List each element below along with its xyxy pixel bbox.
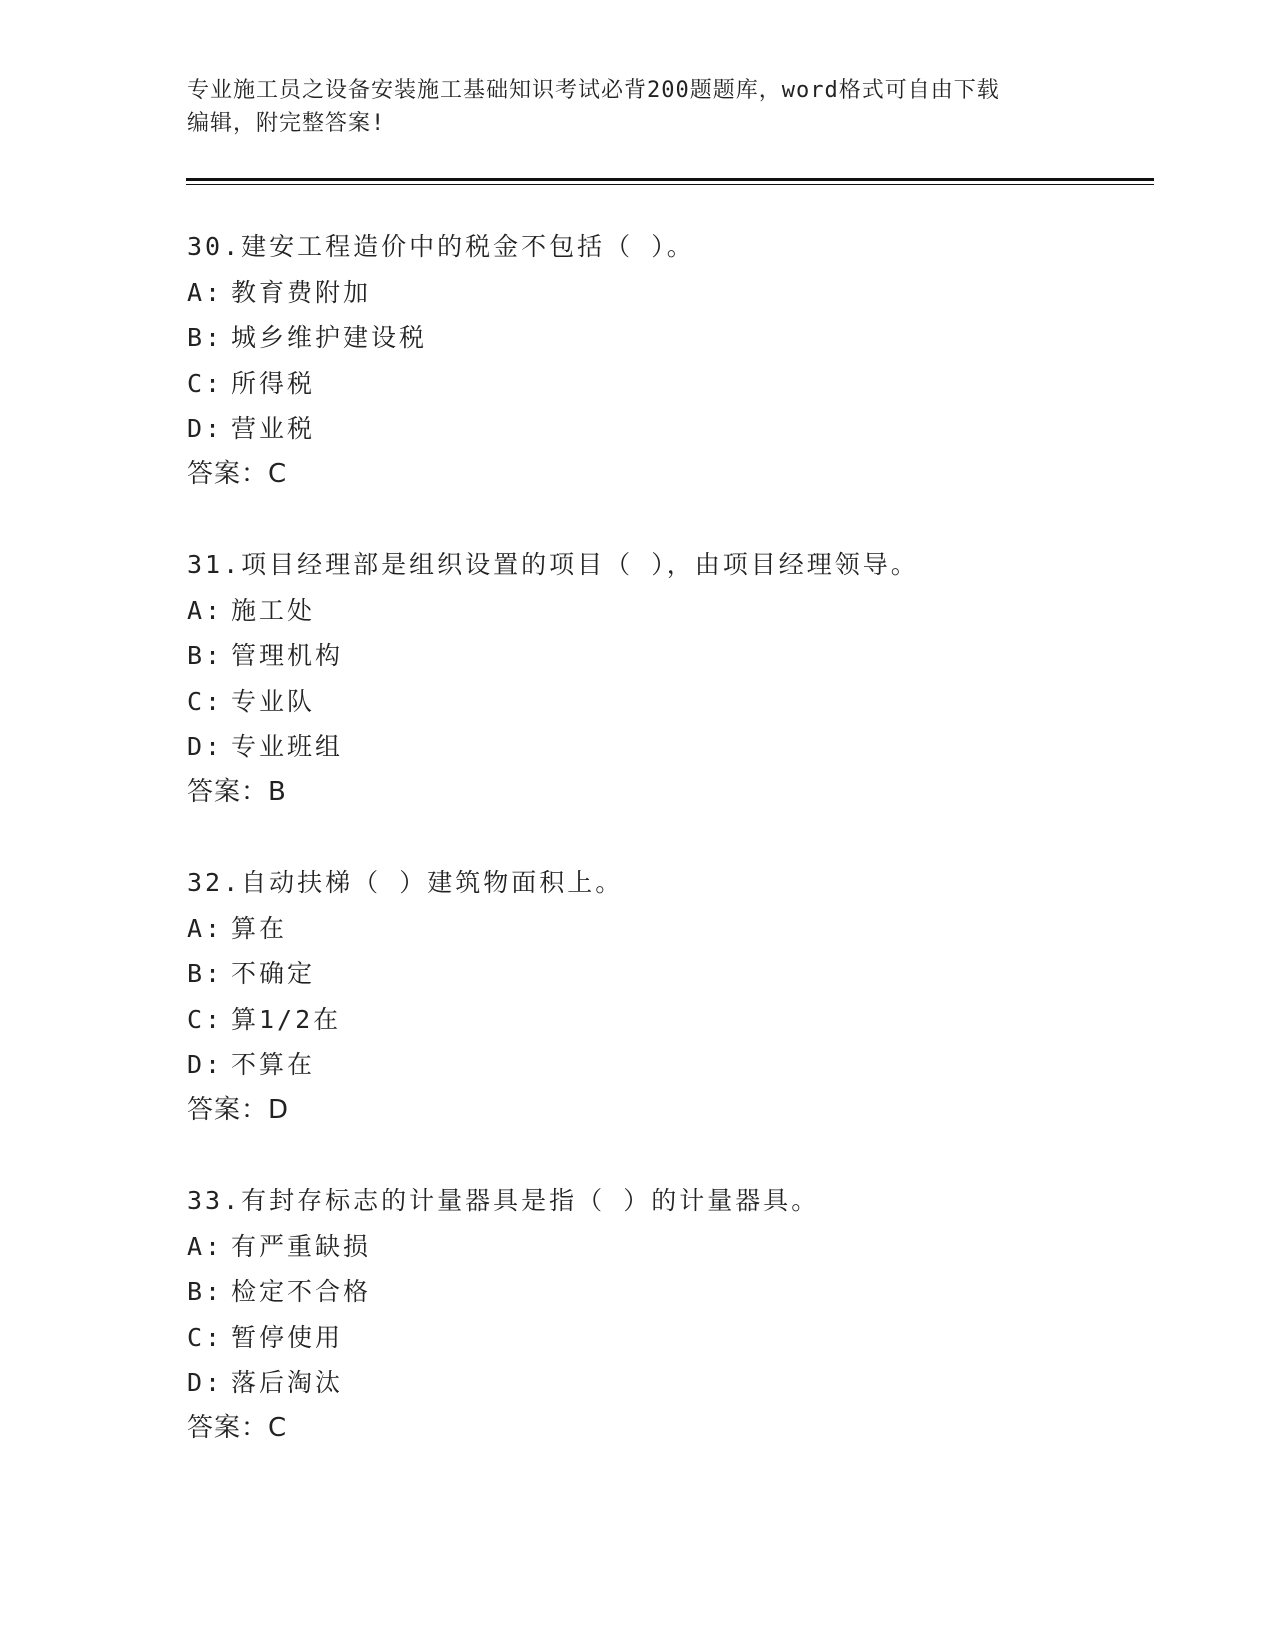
answer-line [187,1088,1167,1134]
option-d [187,1360,1167,1406]
option-text: 算在 [231,913,288,943]
option-letter: B: [187,641,224,670]
header-divider-thin [186,184,1154,185]
question-number: 33. [187,1186,242,1215]
option-b [187,1269,1167,1315]
option-letter: C: [187,686,224,716]
option-d [187,1042,1167,1088]
option-text: 算1/2在 [231,1004,342,1034]
option-letter: A: [187,1231,224,1261]
document-header [187,74,1087,140]
question-number: 30. [187,232,242,261]
answer-value: D [268,1094,290,1125]
option-text: 专业班组 [231,732,344,761]
option-text: 管理机构 [231,641,344,670]
option-text: 城乡维护建设税 [231,323,428,352]
option-text: 教育费附加 [231,277,372,307]
answer-label: 答案： [187,458,269,489]
answer-line [187,770,1167,816]
option-a [187,906,1167,952]
option-text: 检定不合格 [231,1277,372,1306]
question-number: 31. [187,550,242,579]
option-c [187,1315,1167,1361]
option-text: 暂停使用 [231,1322,344,1352]
option-letter: D: [187,1050,224,1079]
option-letter: B: [187,959,224,988]
option-text: 不算在 [231,1050,316,1079]
option-text: 不确定 [231,959,316,988]
answer-value: C [268,1412,288,1443]
question-stem [187,860,1167,906]
answer-label: 答案： [187,1412,269,1443]
header-divider-thick [186,178,1154,181]
answer-line [187,452,1167,498]
option-c [187,997,1167,1043]
question-text: 有封存标志的计量器具是指（ ）的计量器具。 [241,1186,820,1215]
option-letter: A: [187,595,224,625]
answer-value: B [268,776,287,807]
question-30 [187,224,1167,497]
option-text: 营业税 [231,414,316,443]
option-letter: A: [187,277,224,307]
option-letter: C: [187,368,224,398]
question-stem [187,1178,1167,1224]
option-a [187,1224,1167,1270]
option-a [187,588,1167,634]
option-letter: D: [187,1368,224,1397]
question-stem [187,542,1167,588]
option-a [187,270,1167,316]
option-text: 落后淘汰 [231,1368,344,1397]
option-letter: D: [187,414,224,443]
option-d [187,724,1167,770]
option-text: 有严重缺损 [231,1231,372,1261]
question-33 [187,1178,1167,1451]
option-text: 专业队 [231,686,316,716]
option-d [187,406,1167,452]
option-text: 施工处 [231,595,316,625]
option-letter: C: [187,1004,224,1034]
question-stem [187,224,1167,270]
answer-value: C [268,458,288,489]
option-letter: A: [187,913,224,943]
option-c [187,361,1167,407]
option-text: 所得税 [231,368,316,398]
option-letter: B: [187,323,224,352]
question-number: 32. [187,868,242,897]
answer-line [187,1406,1167,1452]
option-letter: B: [187,1277,224,1306]
option-b [187,951,1167,997]
header-line-2: 编辑，附完整答案! [187,111,386,136]
answer-label: 答案： [187,776,269,807]
option-b [187,633,1167,679]
option-b [187,315,1167,361]
option-letter: C: [187,1322,224,1352]
question-text: 自动扶梯（ ）建筑物面积上。 [241,868,624,897]
question-32 [187,860,1167,1133]
option-c [187,679,1167,725]
question-31 [187,542,1167,815]
question-text: 项目经理部是组织设置的项目（ ），由项目经理领导。 [241,550,919,579]
option-letter: D: [187,732,224,761]
question-text: 建安工程造价中的税金不包括（ ）。 [241,232,695,261]
header-line-1: 专业施工员之设备安装施工基础知识考试必背200题题库，word格式可自由下载 [187,78,1000,103]
answer-label: 答案： [187,1094,269,1125]
